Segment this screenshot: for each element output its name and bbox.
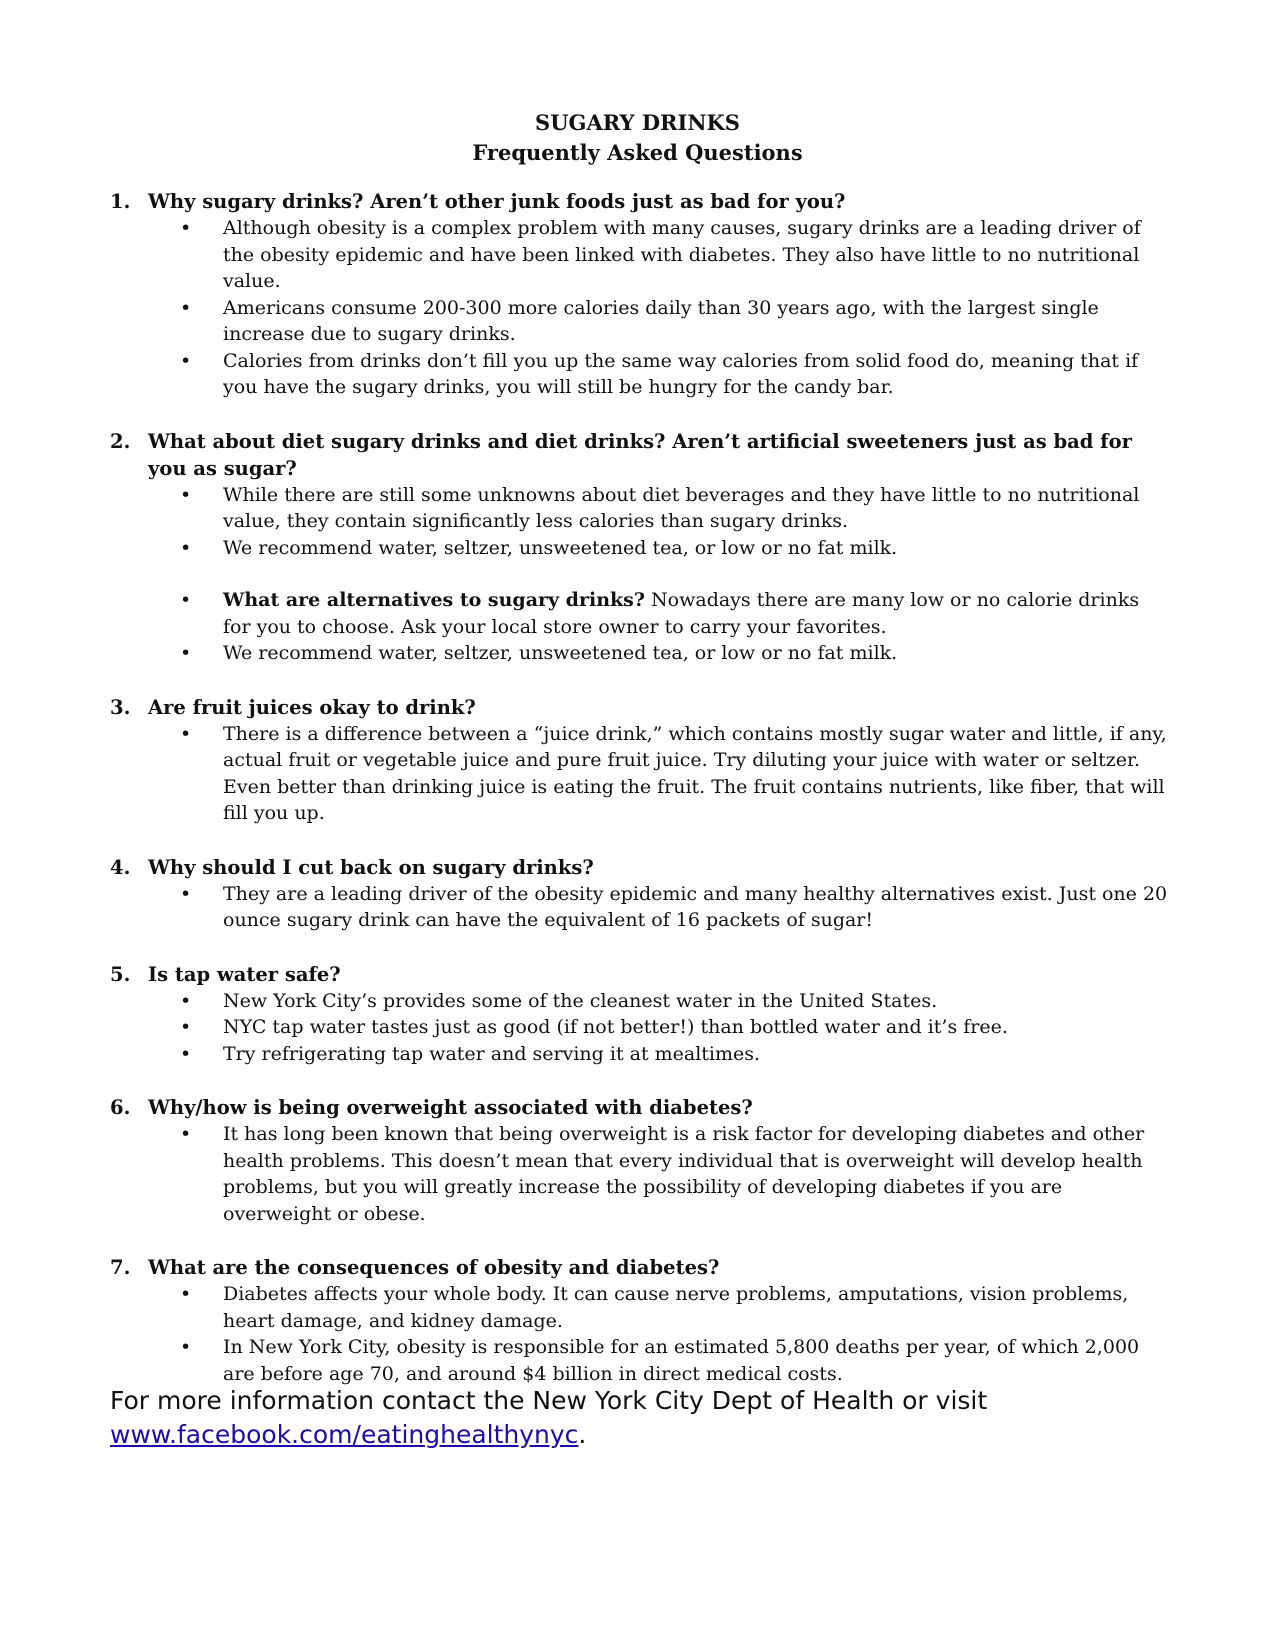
faq-answer-list bbox=[110, 482, 1170, 562]
bullet-icon: • bbox=[180, 483, 192, 506]
question-number: 6. bbox=[110, 1096, 131, 1119]
faq-bullet-extra bbox=[110, 640, 1170, 667]
faq-answer-list bbox=[110, 1281, 1170, 1387]
faq-bullet bbox=[110, 1014, 1170, 1041]
bullet-icon: • bbox=[180, 217, 192, 239]
bullet-icon: • bbox=[180, 1283, 192, 1305]
faq-answer-list bbox=[110, 215, 1170, 401]
bullet-text: We recommend water, seltzer, unsweetened tea, or low or no fat milk. bbox=[223, 536, 898, 559]
bullet-text: NYC tap water tastes just as good (if not better!) than bottled water and it’s free. bbox=[223, 1016, 1008, 1038]
faq-question bbox=[110, 854, 1170, 881]
question-number: 4. bbox=[110, 855, 131, 879]
faq-question bbox=[110, 961, 1170, 988]
faq-item bbox=[110, 694, 1170, 827]
faq-question bbox=[110, 1094, 1170, 1121]
question-text: What about diet sugary drinks and diet drinks? Aren’t artificial sweeteners just as bad for you as sugar? bbox=[148, 429, 1132, 480]
bullet-icon: • bbox=[180, 589, 192, 611]
bullet-icon: • bbox=[180, 1042, 192, 1065]
faq-answer-list-extra bbox=[110, 587, 1170, 667]
faq-question bbox=[110, 694, 1170, 721]
bullet-icon: • bbox=[180, 882, 192, 905]
faq-list bbox=[110, 188, 1170, 1387]
bullet-icon: • bbox=[180, 642, 192, 664]
faq-bullet bbox=[110, 348, 1170, 401]
question-number: 2. bbox=[110, 429, 131, 453]
faq-answer-list bbox=[110, 881, 1170, 934]
faq-bullet bbox=[110, 881, 1170, 934]
faq-item bbox=[110, 854, 1170, 934]
footer-period: . bbox=[578, 1420, 587, 1449]
question-number: 5. bbox=[110, 962, 131, 986]
bullet-text: Although obesity is a complex problem with many causes, sugary drinks are a leading driver of the obesity epidemic and have been linked with diabetes. They also have little to no nutritional value. bbox=[223, 217, 1141, 292]
page-title: SUGARY DRINKS bbox=[535, 110, 740, 135]
question-number: 1. bbox=[110, 190, 131, 213]
faq-item bbox=[110, 961, 1170, 1068]
question-text: Is tap water safe? bbox=[148, 962, 341, 986]
question-text: Why/how is being overweight associated with diabetes? bbox=[148, 1096, 753, 1119]
bullet-icon: • bbox=[180, 1336, 192, 1358]
faq-answer-list bbox=[110, 721, 1170, 827]
faq-question bbox=[110, 188, 1170, 215]
faq-bullet bbox=[110, 721, 1170, 827]
question-text: Are fruit juices okay to drink? bbox=[148, 695, 476, 719]
bullet-icon: • bbox=[180, 296, 192, 319]
bullet-text: We recommend water, seltzer, unsweetened tea, or low or no fat milk. bbox=[223, 642, 898, 664]
faq-item bbox=[110, 1094, 1170, 1227]
bullet-icon: • bbox=[180, 536, 192, 559]
faq-bullet bbox=[110, 1041, 1170, 1068]
title-block bbox=[0, 108, 1275, 168]
faq-bullet bbox=[110, 535, 1170, 562]
bullet-text: Try refrigerating tap water and serving it at mealtimes. bbox=[223, 1042, 761, 1065]
faq-bullet bbox=[110, 988, 1170, 1015]
facebook-link[interactable]: www.facebook.com/eatinghealthynyc bbox=[110, 1420, 579, 1449]
faq-answer-list bbox=[110, 988, 1170, 1068]
bullet-text: New York City’s provides some of the cleanest water in the United States. bbox=[223, 989, 938, 1012]
faq-bullet bbox=[110, 1334, 1170, 1387]
bullet-text: Diabetes affects your whole body. It can cause nerve problems, amputations, vision problems, heart damage, and kidney damage. bbox=[223, 1283, 1129, 1332]
footer bbox=[110, 1384, 1170, 1452]
bullet-icon: • bbox=[180, 1016, 192, 1038]
faq-bullet bbox=[110, 1281, 1170, 1334]
bullet-lead-text: What are alternatives to sugary drinks? bbox=[223, 589, 645, 611]
faq-item bbox=[110, 428, 1170, 667]
bullet-text: Nowadays there are many low or no calorie drinks for you to choose. Ask your local store owner to carry your favorites. bbox=[223, 589, 1140, 638]
faq-bullet bbox=[110, 295, 1170, 348]
page-subtitle: Frequently Asked Questions bbox=[472, 140, 803, 165]
bullet-text: While there are still some unknowns about diet beverages and they have little to no nutritional value, they contain significantly less calories than sugary drinks. bbox=[223, 483, 1140, 532]
question-text: Why should I cut back on sugary drinks? bbox=[148, 855, 594, 879]
footer-text: For more information contact the New York City Dept of Health or visit bbox=[110, 1386, 988, 1415]
question-text: What are the consequences of obesity and diabetes? bbox=[148, 1256, 720, 1279]
bullet-text: Americans consume 200-300 more calories daily than 30 years ago, with the largest single increase due to sugary drinks. bbox=[223, 296, 1099, 345]
faq-bullet-extra bbox=[110, 587, 1170, 640]
faq-bullet bbox=[110, 215, 1170, 295]
bullet-text: There is a difference between a “juice drink,” which contains mostly sugar water and little, if any, actual fruit or vegetable juice and pure fruit juice. Try diluting your juice with water or seltzer. Even better than drinking juice is eating the fruit. The fruit contains nutrients, like fiber, that will fill you up. bbox=[223, 722, 1167, 824]
faq-item bbox=[110, 1254, 1170, 1387]
question-text: Why sugary drinks? Aren’t other junk foods just as bad for you? bbox=[148, 190, 846, 213]
faq-bullet bbox=[110, 1121, 1170, 1227]
faq-question bbox=[110, 1254, 1170, 1281]
faq-answer-list bbox=[110, 1121, 1170, 1227]
bullet-text: It has long been known that being overweight is a risk factor for developing diabetes and other health problems. This doesn’t mean that every individual that is overweight will develop health problems, but you will greatly increase the possibility of developing diabetes if you are overweight or obese. bbox=[223, 1123, 1145, 1225]
bullet-text: In New York City, obesity is responsible for an estimated 5,800 deaths per year, of which 2,000 are before age 70, and around $4 billion in direct medical costs. bbox=[223, 1336, 1140, 1385]
question-number: 7. bbox=[110, 1256, 131, 1279]
question-number: 3. bbox=[110, 695, 131, 719]
bullet-icon: • bbox=[180, 349, 192, 372]
bullet-text: Calories from drinks don’t fill you up the same way calories from solid food do, meaning that if you have the sugary drinks, you will still be hungry for the candy bar. bbox=[223, 349, 1139, 398]
faq-item bbox=[110, 188, 1170, 401]
faq-question bbox=[110, 428, 1170, 482]
bullet-text: They are a leading driver of the obesity epidemic and many healthy alternatives exist. Just one 20 ounce sugary drink can have the equivalent of 16 packets of sugar! bbox=[223, 882, 1168, 931]
bullet-icon: • bbox=[180, 989, 192, 1012]
bullet-icon: • bbox=[180, 722, 192, 745]
faq-bullet bbox=[110, 482, 1170, 535]
bullet-icon: • bbox=[180, 1123, 192, 1145]
